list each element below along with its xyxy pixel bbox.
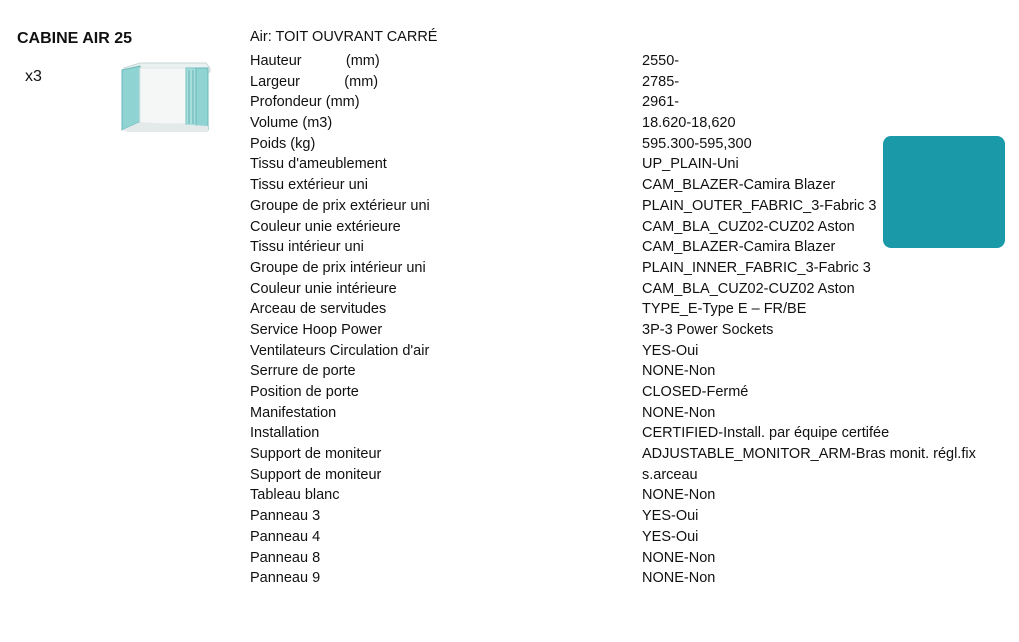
spec-label: Panneau 4: [250, 528, 321, 545]
spec-value: TYPE_E-Type E – FR/BE: [642, 301, 807, 318]
cabin-image: [118, 60, 213, 136]
spec-label: Groupe de prix intérieur uni: [250, 259, 426, 276]
spec-value: YES-Oui: [642, 528, 699, 545]
spec-label: Panneau 3: [250, 508, 321, 525]
spec-value: PLAIN_INNER_FABRIC_3-Fabric 3: [642, 259, 871, 276]
spec-value: CAM_BLAZER-Camira Blazer: [642, 177, 836, 194]
spec-value: NONE-Non: [642, 570, 716, 587]
spec-list: [250, 51, 1010, 589]
spec-label: Serrure de porte: [250, 363, 356, 380]
spec-row: [250, 72, 1010, 93]
spec-row: [250, 113, 1010, 134]
spec-row: [250, 341, 1010, 362]
product-name: CABINE AIR 25: [17, 30, 132, 47]
spec-label: Support de moniteur: [250, 446, 382, 463]
spec-label: Panneau 9: [250, 570, 321, 587]
spec-value: ADJUSTABLE_MONITOR_ARM-Bras monit. régl.fix: [642, 446, 976, 463]
spec-label: Tissu d'ameublement: [250, 156, 387, 173]
spec-value: 2550-: [642, 53, 680, 69]
fabric-color-swatch: [883, 136, 1005, 248]
spec-row: [250, 382, 1010, 403]
spec-value: 2961-: [642, 94, 680, 111]
spec-value: 595.300-595,300: [642, 135, 752, 152]
spec-value: CAM_BLA_CUZ02-CUZ02 Aston: [642, 218, 855, 235]
spec-label: Groupe de prix extérieur uni: [250, 197, 430, 214]
spec-row: [250, 361, 1010, 382]
spec-value: CLOSED-Fermé: [642, 384, 749, 400]
spec-label: Arceau de servitudes: [250, 301, 387, 318]
spec-label: Hauteur (mm): [250, 53, 380, 69]
spec-row: [250, 51, 1010, 72]
spec-row: [250, 92, 1010, 113]
spec-label: Profondeur (mm): [250, 94, 360, 111]
spec-value: NONE-Non: [642, 487, 716, 504]
spec-label: Position de porte: [250, 384, 359, 400]
spec-row: [250, 258, 1010, 279]
spec-value: YES-Oui: [642, 342, 699, 359]
spec-row: [250, 568, 1010, 589]
product-subtitle: Air: TOIT OUVRANT CARRÉ: [250, 29, 438, 45]
spec-row: [250, 320, 1010, 341]
spec-row: [250, 299, 1010, 320]
spec-label: Ventilateurs Circulation d'air: [250, 342, 430, 359]
spec-value: CERTIFIED-Install. par équipe certifée: [642, 425, 890, 442]
spec-label: Largeur (mm): [250, 73, 379, 90]
spec-row: [250, 423, 1010, 444]
spec-row: [250, 485, 1010, 506]
spec-label: Support de moniteur: [250, 466, 382, 483]
spec-value: 3P-3 Power Sockets: [642, 321, 774, 338]
quantity-label: x3: [25, 68, 42, 85]
spec-label: Service Hoop Power: [250, 321, 383, 338]
spec-row: [250, 527, 1010, 548]
spec-value: UP_PLAIN-Uni: [642, 156, 739, 173]
spec-value: CAM_BLAZER-Camira Blazer: [642, 239, 836, 256]
spec-label: Tableau blanc: [250, 487, 340, 504]
spec-row: [250, 444, 1010, 465]
spec-value: 2785-: [642, 73, 680, 90]
spec-label: Manifestation: [250, 404, 337, 421]
spec-value: NONE-Non: [642, 404, 716, 421]
spec-label: Tissu intérieur uni: [250, 239, 364, 256]
spec-label: Couleur unie intérieure: [250, 280, 397, 297]
spec-row: [250, 465, 1010, 486]
spec-value: NONE-Non: [642, 363, 716, 380]
spec-value: YES-Oui: [642, 508, 699, 525]
spec-value: CAM_BLA_CUZ02-CUZ02 Aston: [642, 280, 855, 297]
spec-label: Poids (kg): [250, 135, 316, 152]
spec-label: Panneau 8: [250, 549, 321, 566]
spec-label: Couleur unie extérieure: [250, 218, 401, 235]
cabin-thumbnail: [118, 60, 213, 136]
spec-value: s.arceau: [642, 466, 698, 483]
spec-row: [250, 506, 1010, 527]
spec-label: Volume (m3): [250, 115, 333, 132]
spec-row: [250, 403, 1010, 424]
spec-row: [250, 279, 1010, 300]
spec-value: NONE-Non: [642, 549, 716, 566]
spec-label: Tissu extérieur uni: [250, 177, 368, 194]
spec-row: [250, 548, 1010, 569]
spec-label: Installation: [250, 425, 320, 442]
spec-value: PLAIN_OUTER_FABRIC_3-Fabric 3: [642, 197, 877, 214]
spec-value: 18.620-18,620: [642, 115, 736, 132]
